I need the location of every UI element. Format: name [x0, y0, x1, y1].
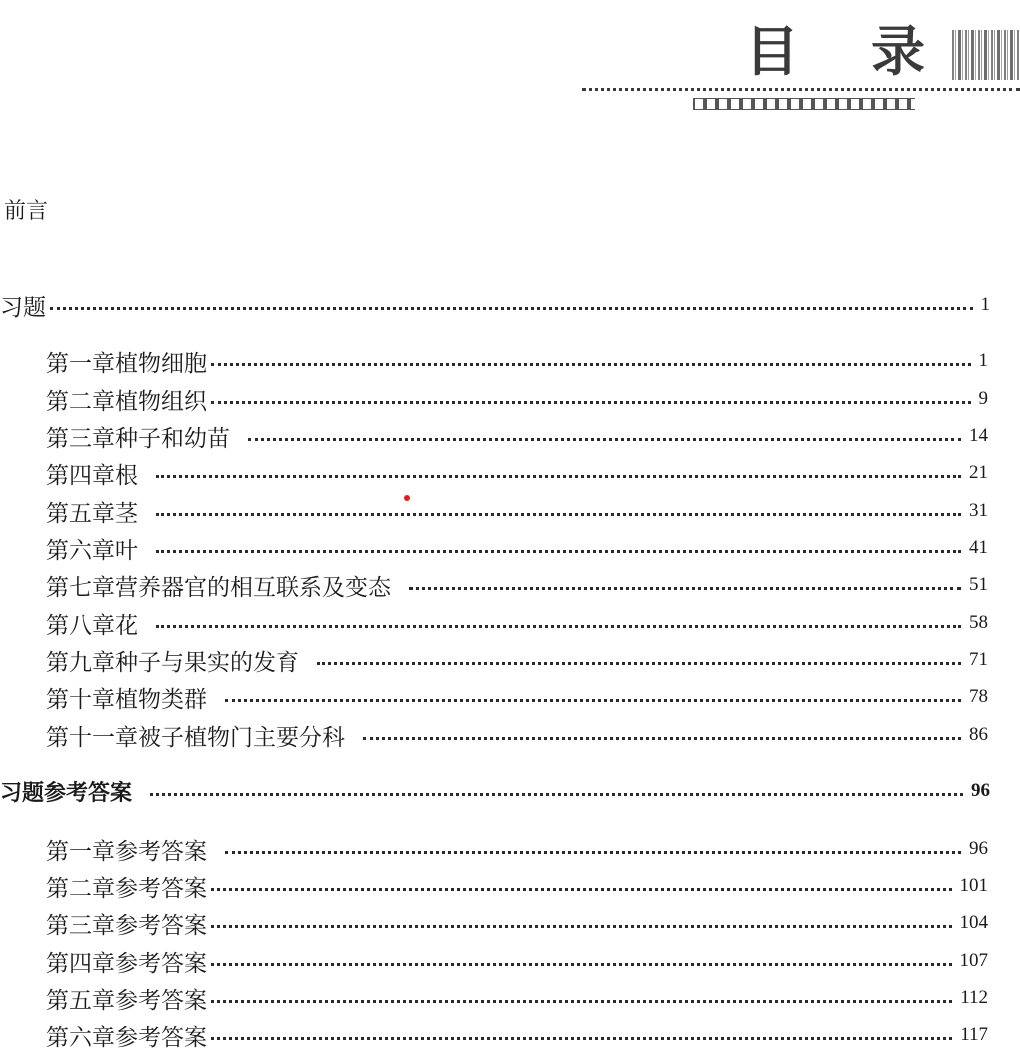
decorative-barcode-graphic: [952, 30, 1020, 80]
toc-leader-dots: [363, 737, 961, 740]
toc-section-answers[interactable]: [0, 774, 990, 808]
toc-chapter-number: 第十章: [46, 686, 115, 713]
toc-page-number: 78: [969, 686, 988, 707]
toc-page-number: 58: [969, 612, 988, 633]
toc-leader-dots: [211, 363, 971, 366]
header-dotted-rule: [582, 88, 1020, 91]
toc-page-number: 31: [969, 500, 988, 521]
toc-page-number: 71: [969, 649, 988, 670]
toc-chapter-number: 第六章: [46, 537, 115, 564]
toc-entry-chapter-4[interactable]: [46, 456, 988, 490]
toc-chapter-number: 第八章: [46, 612, 115, 639]
red-mark-dot: [404, 495, 410, 501]
toc-chapter-title: 第五章参考答案: [46, 987, 207, 1014]
decorative-square-strip: [693, 98, 915, 110]
toc-preface[interactable]: 前言: [4, 199, 49, 224]
toc-entry-chapter-7[interactable]: [46, 568, 988, 602]
toc-leader-dots: [150, 793, 963, 796]
toc-entry-chapter-9[interactable]: [46, 643, 988, 677]
toc-chapter-number: 第五章: [46, 500, 115, 527]
toc-section-title: 习题参考答案: [0, 780, 133, 806]
toc-leader-dots: [211, 925, 952, 928]
toc-page-number: 1: [980, 294, 990, 315]
toc-page-number: 117: [960, 1024, 988, 1045]
toc-entry-chapter-11[interactable]: [46, 718, 988, 752]
toc-page-number: 96: [969, 838, 988, 859]
toc-entry-chapter-6[interactable]: [46, 531, 988, 565]
toc-leader-dots: [225, 699, 961, 702]
toc-page-number: 41: [969, 537, 988, 558]
toc-leader-dots: [225, 851, 961, 854]
toc-entry-chapter-10[interactable]: [46, 680, 988, 714]
toc-chapter-title: 第六章参考答案: [46, 1024, 207, 1051]
page-title-char-1: 目: [745, 20, 799, 83]
toc-leader-dots: [211, 963, 952, 966]
decorative-square-strip-inner: [695, 101, 913, 107]
toc-chapter-title: 第一章参考答案: [46, 838, 207, 865]
toc-chapter-number: 第一章: [46, 350, 115, 377]
toc-section-title: 习题: [0, 294, 46, 321]
toc-page-number: 104: [959, 912, 988, 933]
toc-leader-dots: [156, 550, 961, 553]
toc-page-number: 107: [959, 950, 988, 971]
toc-chapter-title: 种子与果实的发育: [115, 649, 299, 676]
toc-chapter-title: 种子和幼苗: [115, 425, 230, 452]
toc-entry-chapter-1[interactable]: [46, 344, 988, 378]
toc-chapter-title: 叶: [115, 537, 138, 564]
toc-entry-answer-4[interactable]: [46, 944, 988, 978]
toc-chapter-number: 第二章: [46, 388, 115, 415]
toc-entry-answer-3[interactable]: [46, 906, 988, 940]
toc-page-number: 21: [969, 462, 988, 483]
toc-chapter-title: 第四章参考答案: [46, 950, 207, 977]
toc-leader-dots: [211, 1000, 952, 1003]
toc-page-number: 96: [971, 780, 990, 801]
toc-page-number: 14: [969, 425, 988, 446]
toc-leader-dots: [211, 888, 952, 891]
toc-page-number: 1: [978, 350, 988, 371]
toc-leader-dots: [156, 625, 961, 628]
toc-page-number: 51: [969, 574, 988, 595]
toc-chapter-title: 第二章参考答案: [46, 875, 207, 902]
page-title: [745, 18, 925, 86]
toc-page-number: 101: [959, 875, 988, 896]
toc-chapter-title: 花: [115, 612, 138, 639]
toc-leader-dots: [211, 1037, 952, 1040]
toc-leader-dots: [156, 475, 961, 478]
toc-chapter-number: 第四章: [46, 462, 115, 489]
toc-leader-dots: [317, 662, 961, 665]
toc-chapter-title: 植物类群: [115, 686, 207, 713]
toc-leader-dots: [211, 401, 971, 404]
toc-leader-dots: [248, 438, 961, 441]
toc-entry-chapter-3[interactable]: [46, 419, 988, 453]
toc-chapter-title: 被子植物门主要分科: [138, 724, 345, 751]
toc-entry-answer-2[interactable]: [46, 869, 988, 903]
toc-entry-chapter-5[interactable]: [46, 494, 988, 528]
toc-entry-answer-1[interactable]: [46, 832, 988, 866]
toc-chapter-number: 第九章: [46, 649, 115, 676]
toc-entry-chapter-8[interactable]: [46, 606, 988, 640]
toc-leader-dots: [409, 587, 961, 590]
toc-chapter-number: 第七章: [46, 574, 115, 601]
toc-chapter-title: 第三章参考答案: [46, 912, 207, 939]
toc-leader-dots: [50, 307, 973, 310]
toc-chapter-title: 植物细胞: [115, 350, 207, 377]
toc-page-number: 86: [969, 724, 988, 745]
toc-entry-answer-6[interactable]: [46, 1018, 988, 1052]
toc-chapter-title: 营养器官的相互联系及变态: [115, 574, 391, 601]
toc-chapter-title: 茎: [115, 500, 138, 527]
toc-chapter-title: 根: [115, 462, 138, 489]
toc-section-exercises[interactable]: [0, 288, 990, 322]
page-title-char-2: 录: [871, 20, 925, 83]
toc-page-number: 112: [960, 987, 988, 1008]
toc-chapter-number: 第三章: [46, 425, 115, 452]
toc-leader-dots: [156, 513, 961, 516]
toc-entry-chapter-2[interactable]: [46, 382, 988, 416]
toc-page-number: 9: [978, 388, 988, 409]
toc-chapter-title: 植物组织: [115, 388, 207, 415]
toc-entry-answer-5[interactable]: [46, 981, 988, 1015]
toc-chapter-number: 第十一章: [46, 724, 138, 751]
